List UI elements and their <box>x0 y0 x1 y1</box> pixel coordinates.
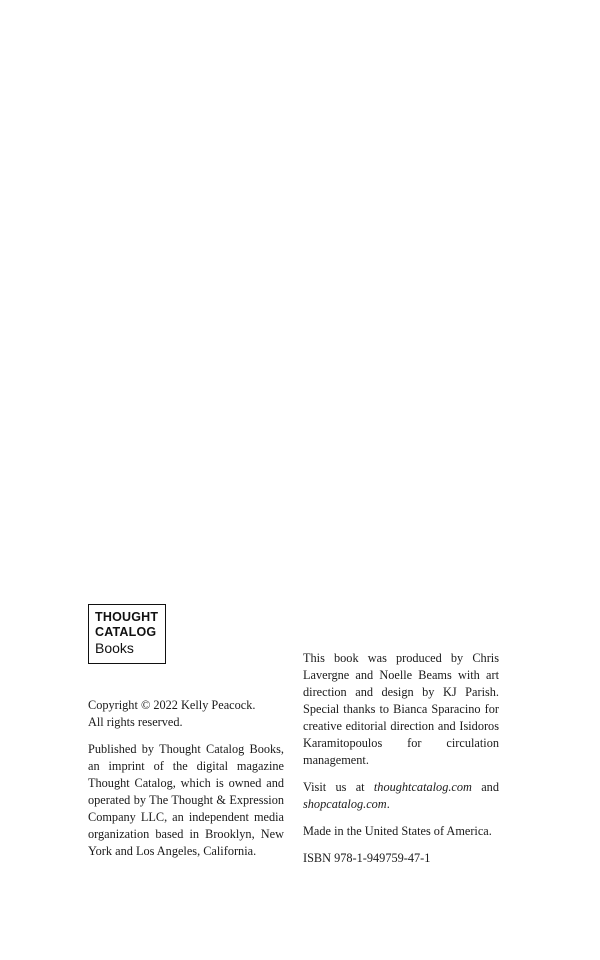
publisher-logo <box>88 604 166 664</box>
rights-line: All rights reserved. <box>88 714 183 729</box>
logo-line-catalog: CATALOG <box>95 624 157 639</box>
website-link-shopcatalog[interactable]: shopcatalog.com <box>303 796 387 811</box>
logo-line-books: Books <box>95 640 134 656</box>
made-in-paragraph: Made in the United States of America. <box>303 823 492 838</box>
visit-suffix: . <box>386 796 390 811</box>
production-credits-paragraph: This book was produced by Chris Lavergne and Noelle Beams with art direction and design by KJ Parish. Special thanks to Bianca Sparacino for creative editorial direction and Isidoros Karamitopoulos for circulation management. <box>303 651 499 767</box>
copyright-line: Copyright © 2022 Kelly Peacock. <box>88 698 256 712</box>
visit-conjunction: and <box>471 779 499 794</box>
copyright-column-left <box>88 697 284 860</box>
copyright-column-right <box>303 650 499 867</box>
visit-us-paragraph <box>303 779 499 813</box>
published-by-paragraph: Published by Thought Catalog Books, an imprint of the digital magazine Thought Catalog, which is owned and operated by The Thought & Expression Company LLC, an independent media organization based in Brooklyn, New York and Los Angeles, California. <box>88 741 284 858</box>
visit-prefix: Visit us at <box>303 779 374 794</box>
logo-line-thought: THOUGHT <box>95 610 159 624</box>
isbn-paragraph: ISBN 978-1-949759-47-1 <box>303 850 431 865</box>
website-link-thoughtcatalog[interactable]: thoughtcatalog.com <box>373 779 472 794</box>
copyright-notice <box>88 697 284 731</box>
